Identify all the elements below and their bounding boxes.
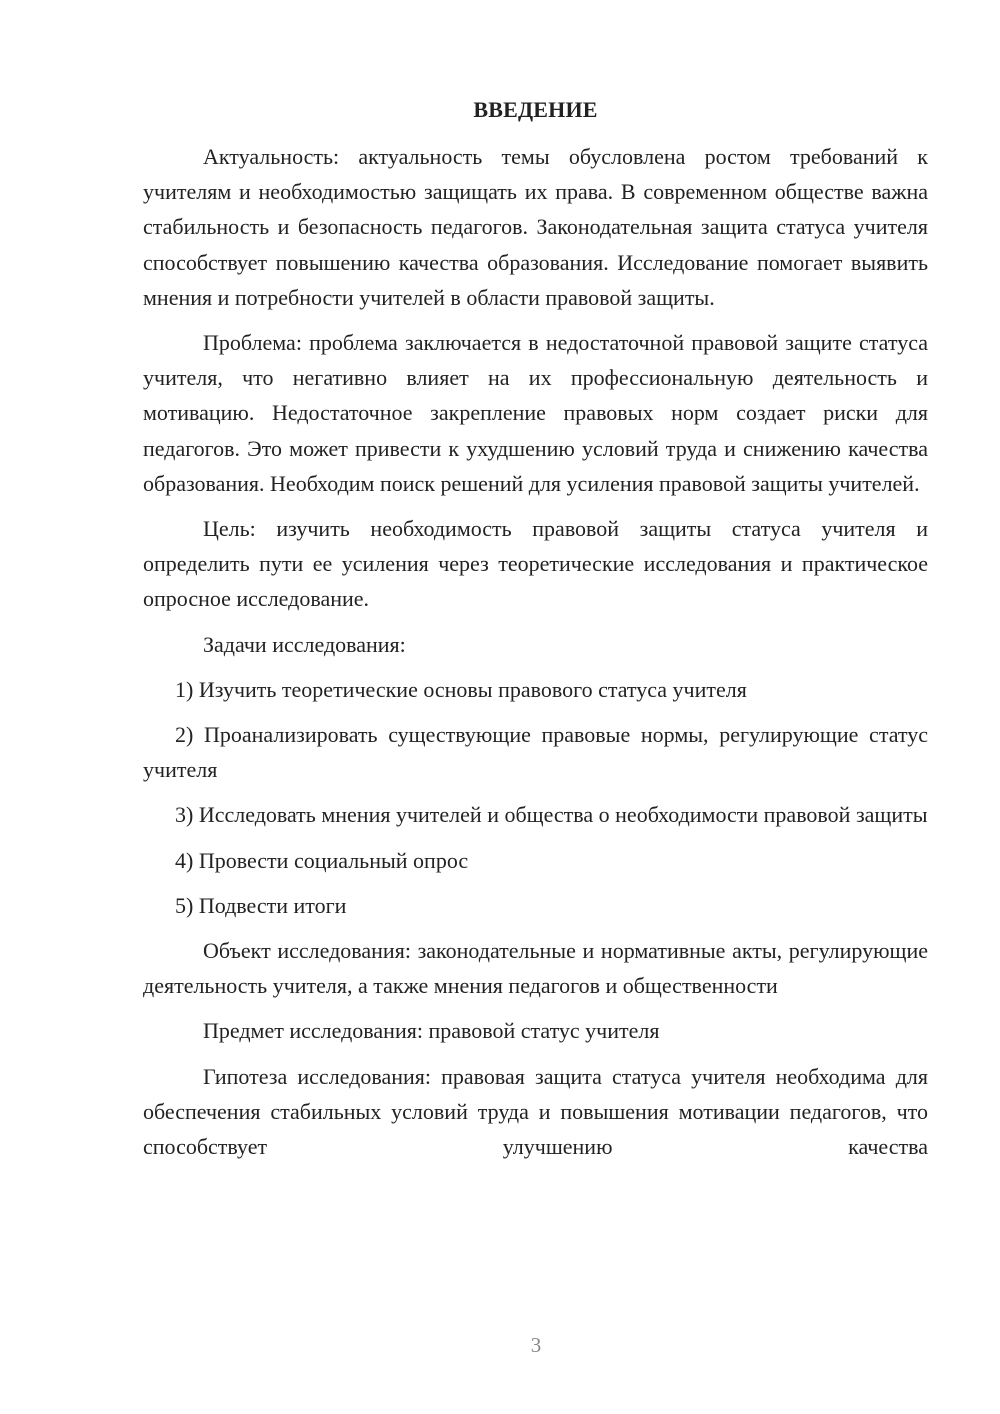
task-item: 1) Изучить теоретические основы правового статуса учителя — [175, 676, 747, 702]
paragraph-hypothesis: Гипотеза исследования: правовая защита статуса учителя необходима для обеспечения стабильных условий труда и повышения мотивации педагогов, что способствует улучшению качества — [143, 1063, 928, 1160]
tasks-heading: Задачи исследования: — [203, 631, 406, 657]
task-item: 4) Провести социальный опрос — [175, 847, 469, 873]
paragraph-relevance: Актуальность: актуальность темы обусловлена ростом требований к учителям и необходимостью защищать их права. В современном обществе важна стабильность и безопасность педагогов. Законодательная защита статуса учителя способствует повышению качества образования. Исследование помогает выявить мнения и потребности учителей в области правовой защиты. — [143, 144, 928, 310]
paragraph-goal: Цель: изучить необходимость правовой защиты статуса учителя и определить пути ее усиления через теоретические исследования и практическое опросное исследование. — [143, 516, 928, 612]
task-item: 3) Исследовать мнения учителей и общества о необходимости правовой защиты — [175, 802, 928, 828]
task-item: 5) Подвести итоги — [175, 892, 347, 918]
page-number: 3 — [530, 1333, 542, 1357]
paragraph-subject: Предмет исследования: правовой статус учителя — [203, 1018, 660, 1044]
paragraph-object: Объект исследования: законодательные и нормативные акты, регулирующие деятельность учителя, а также мнения педагогов и общественности — [143, 938, 928, 999]
section-heading: ВВЕДЕНИЕ — [473, 97, 598, 122]
paragraph-problem: Проблема: проблема заключается в недостаточной правовой защите статуса учителя, что негативно влияет на их профессиональную деятельность и мотивацию. Недостаточное закрепление правовых норм создает риски для педагогов. Это может привести к ухудшению условий труда и снижению качества образования. Необходим поиск решений для усиления правовой защиты учителей. — [143, 330, 928, 496]
task-item: 2) Проанализировать существующие правовые нормы, регулирующие статус учителя — [143, 722, 928, 783]
page-content — [143, 92, 928, 1174]
